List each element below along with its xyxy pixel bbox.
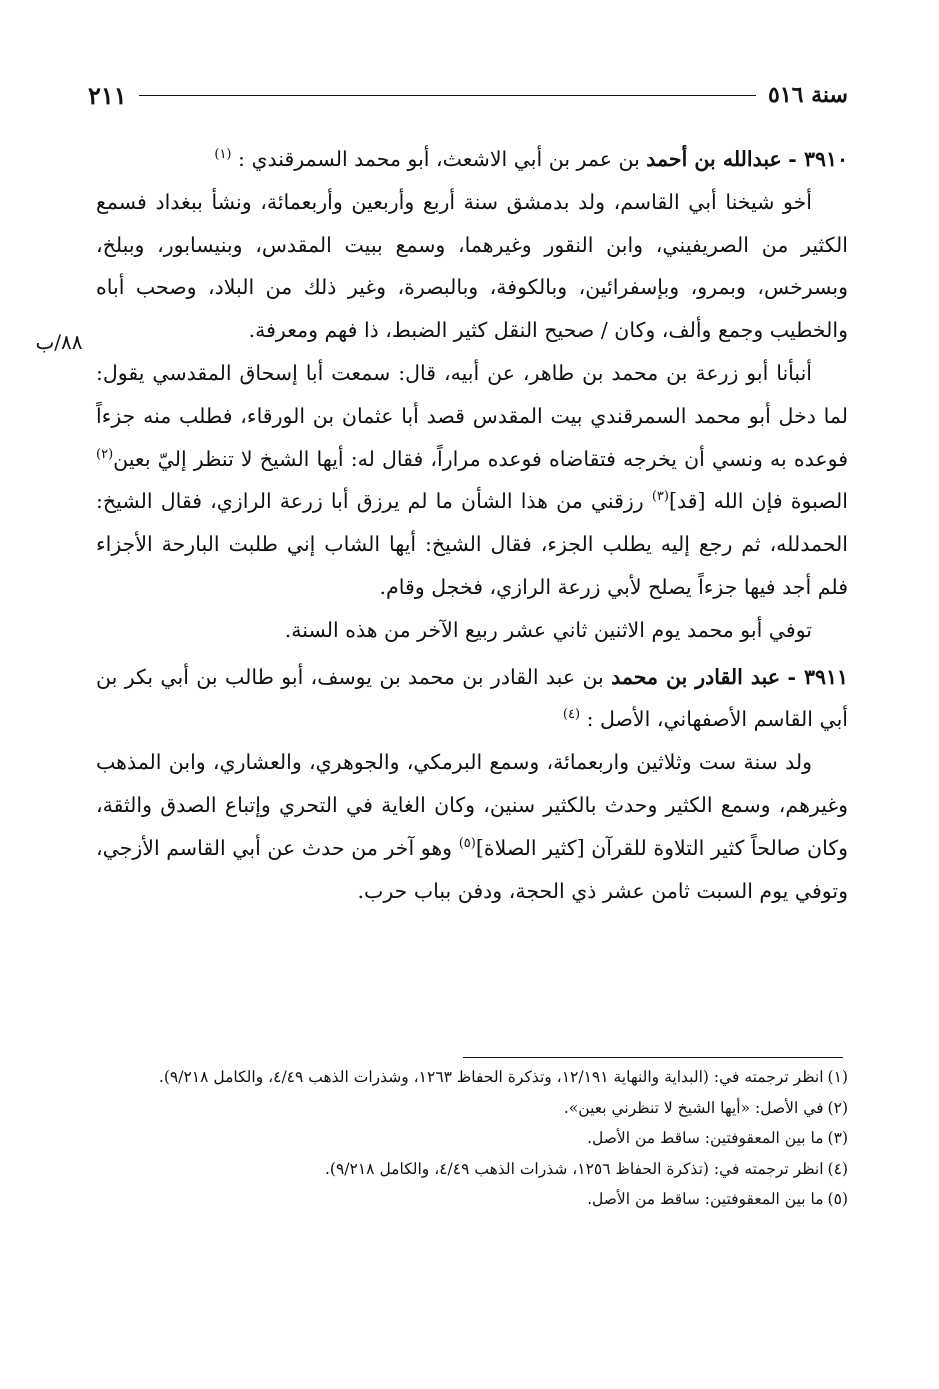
paragraph: أخو شيخنا أبي القاسم، ولد بدمشق سنة أربع وأربعين وأربعمائة، ونشأ ببغداد فسمع الكثير من الصريفيني، وابن النقور وغيرهما، وسمع ببيت المقدس، وبنيسابور، وببلخ، وبسرخس، وبمرو، وبإسفرائين، وبالكوفة، وبالبصرة، وغير ذلك من البلاد، وصحب أباه والخطيب وجمع وألف، وكان / صحيح النقل كثير الضبط، ذا فهم ومعرفة. <box>96 189 848 343</box>
paragraph-text: ولد سنة ست وثلاثين واربعمائة، وسمع البرمكي، والجوهري، والعشاري، وابن المذهب وغيرهم، وسمع الكثير وحدث بالكثير سنين، وكان الغاية في التحري وإتباع الصدق والثقة، وكان صالحاً كثير التلاوة للقرآن [كثير الصلاة] <box>96 750 848 860</box>
footnote-text: انظر ترجمته في: (تذكرة الحفاظ ١٢٥٦، شذرات الذهب ٤/٤٩، والكامل ٩/٢١٨). <box>325 1159 824 1178</box>
footnote-text: ما بين المعقوفتين: ساقط من الأصل. <box>587 1190 824 1208</box>
footnote-ref: (٥) <box>458 835 476 851</box>
paragraph-text: الصبوة فإن الله [قد] <box>668 489 848 514</box>
footnote-ref: (٢) <box>96 446 114 462</box>
footnote-text: ما بين المعقوفتين: ساقط من الأصل. <box>587 1129 824 1147</box>
entry-name: عبد القادر بن محمد <box>611 664 781 689</box>
entry-heading-rest: بن عمر بن أبي الاشعث، أبو محمد السمرقندي : <box>238 147 647 171</box>
footnote-text: انظر ترجمته في: (البداية والنهاية ١٢/١٩١، وتذكرة الحفاظ ١٢٦٣، وشذرات الذهب ٤/٤٩، والكامل ٩/٢١٨). <box>158 1068 824 1086</box>
footnote-number: (٣) <box>827 1129 848 1147</box>
entry-name: عبدالله بن أحمد <box>646 147 782 171</box>
footnote-number: (٤) <box>827 1159 848 1178</box>
entry-heading-rest: بن عبد القادر بن محمد بن يوسف، أبو طالب بن أبي بكر بن أبي القاسم الأصفهاني، الأصل : <box>96 664 848 732</box>
footnote-item <box>96 1062 848 1093</box>
footnote-number: (١) <box>827 1068 848 1086</box>
paragraph: توفي أبو محمد يوم الاثنين ثاني عشر ربيع الآخر من هذه السنة. <box>284 617 812 642</box>
footnote-ref: (٣) <box>651 489 669 505</box>
entry-heading-3910 <box>96 138 848 181</box>
footnotes <box>96 1062 848 1215</box>
entry-heading-3911 <box>96 656 848 742</box>
footnote-item <box>96 1123 848 1154</box>
header-year: سنة ٥١٦ <box>768 82 848 108</box>
footnote-item <box>96 1184 848 1215</box>
running-header <box>88 78 848 112</box>
margin-folio-note: ٨٨/ب <box>35 330 83 354</box>
paragraph-text: أنبأنا أبو زرعة بن محمد بن طاهر، عن أبيه، قال: سمعت أبا إسحاق المقدسي يقول: لما دخل أبو محمد السمرقندي بيت المقدس قصد أبا عثمان بن الورقاء، فطلب منه جزءاً فوعده به ونسي أن يخرجه فتقاضاه فوعده مراراً، فقال له: أيها الشيخ لا تنظر إليّ بعين <box>96 360 848 471</box>
footnote-separator <box>463 1057 843 1058</box>
footnote-text: في الأصل: «أيها الشيخ لا تنظرني بعين». <box>563 1098 824 1117</box>
footnote-item <box>96 1154 848 1185</box>
paragraph-text: رزقني من هذا الشأن ما لم يرزق أبا زرعة الرازي، فقال الشيخ: الحمدلله، ثم رجع إليه يطلب الجزء، فقال الشيخ: أيها الشاب إني طلبت البارحة الأجزاء فلم أجد فيها جزءاً يصلح لأبي زرعة الرازي، فخجل وقام. <box>96 489 848 599</box>
main-text <box>96 134 848 912</box>
page-number: ٢١١ <box>88 80 127 110</box>
header-rule <box>139 95 756 96</box>
footnote-ref: (١) <box>214 147 232 163</box>
footnote-ref: (٤) <box>562 707 581 723</box>
paragraph <box>96 352 848 609</box>
entry-number: ٣٩١١ - <box>787 664 848 689</box>
footnote-number: (٥) <box>827 1190 848 1208</box>
paragraph <box>96 741 848 912</box>
paragraph-text: وهو آخر من حدث عن أبي القاسم الأزجي، وتوفي يوم السبت ثامن عشر ذي الحجة، ودفن بباب حرب. <box>96 835 848 903</box>
entry-number: ٣٩١٠ - <box>788 147 848 171</box>
footnote-item <box>96 1093 848 1124</box>
footnote-number: (٢) <box>827 1098 848 1117</box>
